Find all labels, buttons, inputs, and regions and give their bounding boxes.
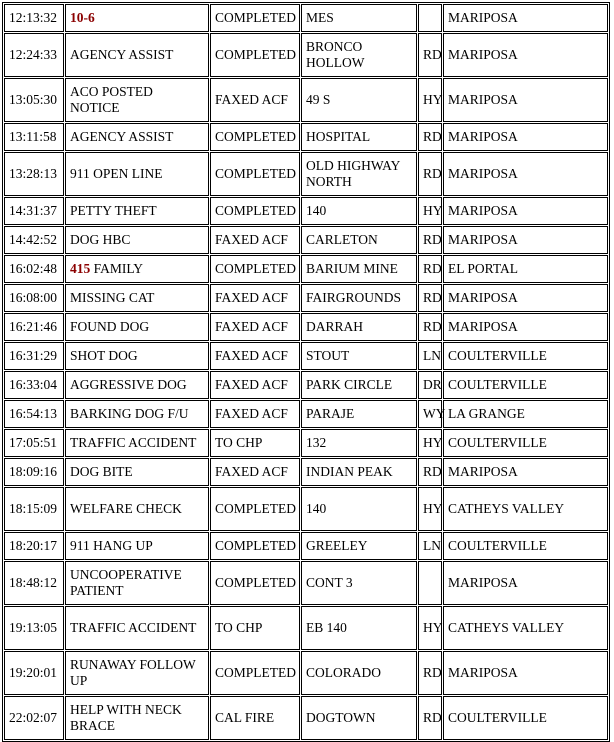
location-cell: DARRAH: [301, 313, 417, 341]
table-row: [4, 400, 608, 428]
call-type-label: PETTY THEFT: [70, 203, 157, 218]
call-type-cell: [65, 651, 209, 695]
street-suffix-cell: HY: [418, 429, 442, 457]
status-cell: TO CHP: [210, 429, 300, 457]
time-cell: 18:09:16: [4, 458, 64, 486]
status-cell: FAXED ACF: [210, 313, 300, 341]
call-type-cell: [65, 78, 209, 122]
time-cell: 13:05:30: [4, 78, 64, 122]
status-cell: COMPLETED: [210, 33, 300, 77]
street-suffix-cell: RD: [418, 226, 442, 254]
status-cell: COMPLETED: [210, 4, 300, 32]
city-cell: MARIPOSA: [443, 197, 608, 225]
call-type-label: TRAFFIC ACCIDENT: [70, 620, 197, 635]
table-row: [4, 197, 608, 225]
call-type-label: TRAFFIC ACCIDENT: [70, 435, 197, 450]
status-cell: TO CHP: [210, 606, 300, 650]
table-row: [4, 255, 608, 283]
street-suffix-cell: RD: [418, 255, 442, 283]
location-cell: GREELEY: [301, 532, 417, 560]
table-row: [4, 342, 608, 370]
call-type-cell: [65, 458, 209, 486]
call-type-cell: [65, 4, 209, 32]
call-type-cell: [65, 197, 209, 225]
call-type-label: FAMILY: [90, 261, 144, 276]
call-type-cell: [65, 152, 209, 196]
call-type-cell: [65, 606, 209, 650]
table-row: [4, 429, 608, 457]
status-cell: COMPLETED: [210, 255, 300, 283]
table-row: [4, 4, 608, 32]
table-row: [4, 532, 608, 560]
call-type-cell: [65, 561, 209, 605]
city-cell: COULTERVILLE: [443, 342, 608, 370]
street-suffix-cell: HY: [418, 606, 442, 650]
call-type-label: SHOT DOG: [70, 348, 138, 363]
street-suffix-cell: RD: [418, 152, 442, 196]
call-type-cell: [65, 487, 209, 531]
location-cell: BRONCO HOLLOW: [301, 33, 417, 77]
table-row: [4, 371, 608, 399]
city-cell: MARIPOSA: [443, 561, 608, 605]
city-cell: EL PORTAL: [443, 255, 608, 283]
city-cell: COULTERVILLE: [443, 371, 608, 399]
table-row: [4, 226, 608, 254]
call-type-cell: [65, 255, 209, 283]
time-cell: 12:13:32: [4, 4, 64, 32]
city-cell: MARIPOSA: [443, 284, 608, 312]
street-suffix-cell: RD: [418, 458, 442, 486]
status-cell: COMPLETED: [210, 651, 300, 695]
status-cell: COMPLETED: [210, 123, 300, 151]
call-log-body: [4, 4, 608, 740]
call-type-cell: [65, 123, 209, 151]
street-suffix-cell: RD: [418, 123, 442, 151]
call-type-label: HELP WITH NECK BRACE: [70, 702, 182, 733]
city-cell: MARIPOSA: [443, 313, 608, 341]
status-cell: COMPLETED: [210, 487, 300, 531]
call-type-cell: [65, 696, 209, 740]
call-type-label: UNCOOPERATIVE PATIENT: [70, 567, 182, 598]
city-cell: COULTERVILLE: [443, 696, 608, 740]
time-cell: 16:08:00: [4, 284, 64, 312]
city-cell: COULTERVILLE: [443, 532, 608, 560]
table-row: [4, 78, 608, 122]
table-row: [4, 487, 608, 531]
table-row: [4, 152, 608, 196]
street-suffix-cell: RD: [418, 33, 442, 77]
street-suffix-cell: LN: [418, 342, 442, 370]
call-type-label: 911 HANG UP: [70, 538, 153, 553]
status-cell: FAXED ACF: [210, 342, 300, 370]
call-type-cell: [65, 371, 209, 399]
time-cell: 16:02:48: [4, 255, 64, 283]
status-cell: COMPLETED: [210, 152, 300, 196]
table-row: [4, 458, 608, 486]
table-row: [4, 651, 608, 695]
call-type-cell: [65, 400, 209, 428]
call-type-label: RUNAWAY FOLLOW UP: [70, 657, 196, 688]
city-cell: MARIPOSA: [443, 33, 608, 77]
status-cell: FAXED ACF: [210, 400, 300, 428]
city-cell: MARIPOSA: [443, 458, 608, 486]
status-cell: FAXED ACF: [210, 78, 300, 122]
call-type-label: DOG HBC: [70, 232, 131, 247]
call-type-cell: [65, 532, 209, 560]
location-cell: PARK CIRCLE: [301, 371, 417, 399]
city-cell: CATHEYS VALLEY: [443, 487, 608, 531]
location-cell: HOSPITAL: [301, 123, 417, 151]
time-cell: 18:15:09: [4, 487, 64, 531]
location-cell: BARIUM MINE: [301, 255, 417, 283]
street-suffix-cell: HY: [418, 78, 442, 122]
location-cell: PARAJE: [301, 400, 417, 428]
street-suffix-cell: DR: [418, 371, 442, 399]
street-suffix-cell: RD: [418, 696, 442, 740]
city-cell: MARIPOSA: [443, 152, 608, 196]
status-cell: FAXED ACF: [210, 371, 300, 399]
time-cell: 19:20:01: [4, 651, 64, 695]
location-cell: 132: [301, 429, 417, 457]
time-cell: 13:28:13: [4, 152, 64, 196]
city-cell: CATHEYS VALLEY: [443, 606, 608, 650]
time-cell: 16:54:13: [4, 400, 64, 428]
city-cell: LA GRANGE: [443, 400, 608, 428]
time-cell: 16:21:46: [4, 313, 64, 341]
call-type-label: AGGRESSIVE DOG: [70, 377, 187, 392]
time-cell: 22:02:07: [4, 696, 64, 740]
location-cell: CONT 3: [301, 561, 417, 605]
street-suffix-cell: [418, 4, 442, 32]
location-cell: COLORADO: [301, 651, 417, 695]
location-cell: 49 S: [301, 78, 417, 122]
time-cell: 13:11:58: [4, 123, 64, 151]
time-cell: 16:33:04: [4, 371, 64, 399]
call-type-label: FOUND DOG: [70, 319, 150, 334]
time-cell: 16:31:29: [4, 342, 64, 370]
time-cell: 14:31:37: [4, 197, 64, 225]
call-type-label: DOG BITE: [70, 464, 133, 479]
street-suffix-cell: LN: [418, 532, 442, 560]
time-cell: 18:48:12: [4, 561, 64, 605]
street-suffix-cell: RD: [418, 313, 442, 341]
location-cell: DOGTOWN: [301, 696, 417, 740]
city-cell: MARIPOSA: [443, 78, 608, 122]
call-type-cell: [65, 284, 209, 312]
call-type-cell: [65, 313, 209, 341]
table-row: [4, 33, 608, 77]
street-suffix-cell: HY: [418, 197, 442, 225]
street-suffix-cell: [418, 561, 442, 605]
city-cell: MARIPOSA: [443, 226, 608, 254]
location-cell: 140: [301, 487, 417, 531]
location-cell: CARLETON: [301, 226, 417, 254]
status-cell: FAXED ACF: [210, 458, 300, 486]
status-cell: FAXED ACF: [210, 284, 300, 312]
call-type-label: AGENCY ASSIST: [70, 47, 174, 62]
call-type-cell: [65, 33, 209, 77]
time-cell: 18:20:17: [4, 532, 64, 560]
status-cell: COMPLETED: [210, 532, 300, 560]
time-cell: 17:05:51: [4, 429, 64, 457]
status-cell: FAXED ACF: [210, 226, 300, 254]
table-row: [4, 123, 608, 151]
location-cell: 140: [301, 197, 417, 225]
call-type-cell: [65, 429, 209, 457]
call-type-label: MISSING CAT: [70, 290, 155, 305]
call-type-label: BARKING DOG F/U: [70, 406, 189, 421]
table-row: [4, 696, 608, 740]
status-cell: CAL FIRE: [210, 696, 300, 740]
street-suffix-cell: RD: [418, 651, 442, 695]
table-row: [4, 561, 608, 605]
call-code: 415: [70, 261, 91, 276]
location-cell: STOUT: [301, 342, 417, 370]
street-suffix-cell: RD: [418, 284, 442, 312]
status-cell: COMPLETED: [210, 561, 300, 605]
table-row: [4, 313, 608, 341]
call-log-table: [2, 2, 610, 742]
location-cell: MES: [301, 4, 417, 32]
city-cell: COULTERVILLE: [443, 429, 608, 457]
location-cell: FAIRGROUNDS: [301, 284, 417, 312]
street-suffix-cell: HY: [418, 487, 442, 531]
city-cell: MARIPOSA: [443, 123, 608, 151]
call-type-label: WELFARE CHECK: [70, 501, 182, 516]
call-type-label: AGENCY ASSIST: [70, 129, 174, 144]
table-row: [4, 606, 608, 650]
street-suffix-cell: WY: [418, 400, 442, 428]
location-cell: OLD HIGHWAY NORTH: [301, 152, 417, 196]
call-type-cell: [65, 342, 209, 370]
call-type-cell: [65, 226, 209, 254]
call-code: 10-6: [70, 10, 95, 25]
time-cell: 14:42:52: [4, 226, 64, 254]
call-type-label: ACO POSTED NOTICE: [70, 84, 153, 115]
time-cell: 19:13:05: [4, 606, 64, 650]
call-type-label: 911 OPEN LINE: [70, 166, 163, 181]
table-row: [4, 284, 608, 312]
status-cell: COMPLETED: [210, 197, 300, 225]
time-cell: 12:24:33: [4, 33, 64, 77]
location-cell: EB 140: [301, 606, 417, 650]
city-cell: MARIPOSA: [443, 4, 608, 32]
city-cell: MARIPOSA: [443, 651, 608, 695]
location-cell: INDIAN PEAK: [301, 458, 417, 486]
